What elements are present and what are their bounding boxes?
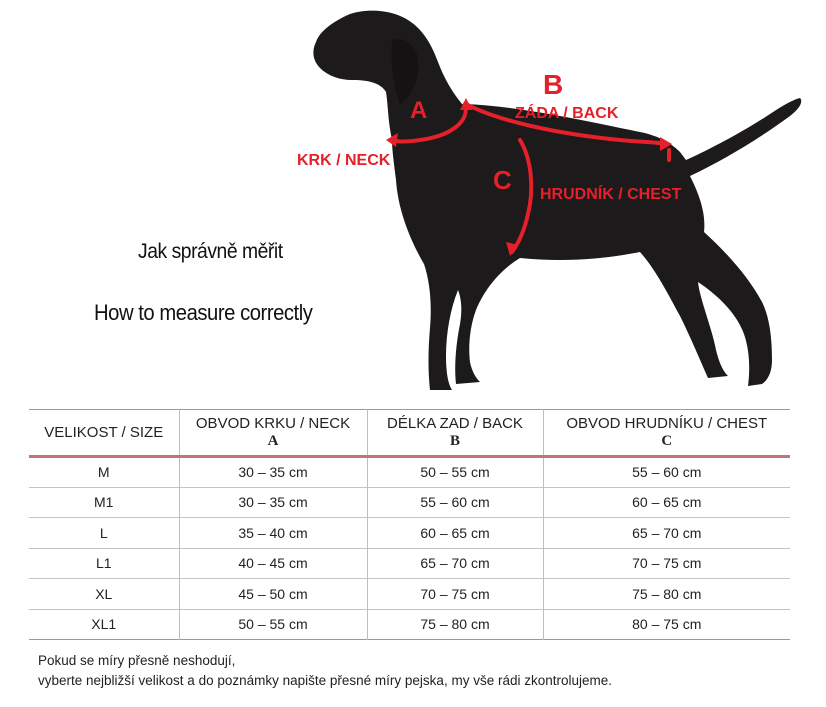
note-line-1: Pokud se míry přesně neshodují,	[38, 653, 236, 668]
cell-back: 75 – 80 cm	[367, 609, 543, 640]
label-a: A	[410, 97, 428, 124]
table-header-row	[29, 410, 790, 457]
table-row	[29, 487, 790, 518]
header-neck-letter: A	[267, 433, 279, 449]
cell-chest: 80 – 75 cm	[543, 609, 790, 640]
header-neck: OBVOD KRKU / NECK A	[179, 410, 367, 457]
cell-size: M	[97, 464, 110, 481]
table-row	[29, 609, 790, 640]
label-neck: KRK / NECK	[297, 152, 391, 169]
size-table	[29, 409, 790, 640]
table-row	[29, 457, 790, 488]
cell-chest: 65 – 70 cm	[543, 518, 790, 549]
label-c: C	[493, 165, 512, 195]
header-chest-letter: C	[661, 433, 673, 449]
table-row	[29, 548, 790, 579]
cell-neck: 35 – 40 cm	[179, 518, 367, 549]
cell-size: L1	[95, 555, 112, 572]
cell-neck: 30 – 35 cm	[179, 457, 367, 488]
label-back: ZÁDA / BACK	[515, 105, 619, 122]
heading-czech: Jak správně měřit	[138, 240, 283, 263]
heading-english: How to measure correctly	[94, 300, 313, 325]
cell-chest: 70 – 75 cm	[543, 548, 790, 579]
note-line-2: vyberte nejbližší velikost a do poznámky napište přesné míry pejska, my vše rádi zkontrolujeme.	[38, 673, 613, 688]
header-chest: OBVOD HRUDNÍKU / CHEST C	[543, 410, 790, 457]
cell-back: 65 – 70 cm	[367, 548, 543, 579]
header-back: DÉLKA ZAD / BACK B	[367, 410, 543, 457]
cell-neck: 45 – 50 cm	[179, 579, 367, 610]
cell-chest: 75 – 80 cm	[543, 579, 790, 610]
label-chest: HRUDNÍK / CHEST	[540, 186, 682, 203]
header-back-letter: B	[449, 433, 460, 449]
cell-back: 60 – 65 cm	[367, 518, 543, 549]
cell-back: 50 – 55 cm	[367, 457, 543, 488]
table-row	[29, 579, 790, 610]
cell-size: L	[99, 524, 108, 541]
cell-neck: 30 – 35 cm	[179, 487, 367, 518]
label-b: B	[543, 69, 564, 100]
cell-back: 55 – 60 cm	[367, 487, 543, 518]
cell-size: XL	[95, 585, 113, 602]
cell-size: XL1	[91, 616, 117, 633]
cell-neck: 50 – 55 cm	[179, 609, 367, 640]
cell-chest: 55 – 60 cm	[543, 457, 790, 488]
cell-size: M1	[94, 494, 114, 511]
cell-neck: 40 – 45 cm	[179, 548, 367, 579]
cell-back: 70 – 75 cm	[367, 579, 543, 610]
table-row	[29, 518, 790, 549]
cell-chest: 60 – 65 cm	[543, 487, 790, 518]
header-size: VELIKOST / SIZE	[44, 424, 164, 441]
